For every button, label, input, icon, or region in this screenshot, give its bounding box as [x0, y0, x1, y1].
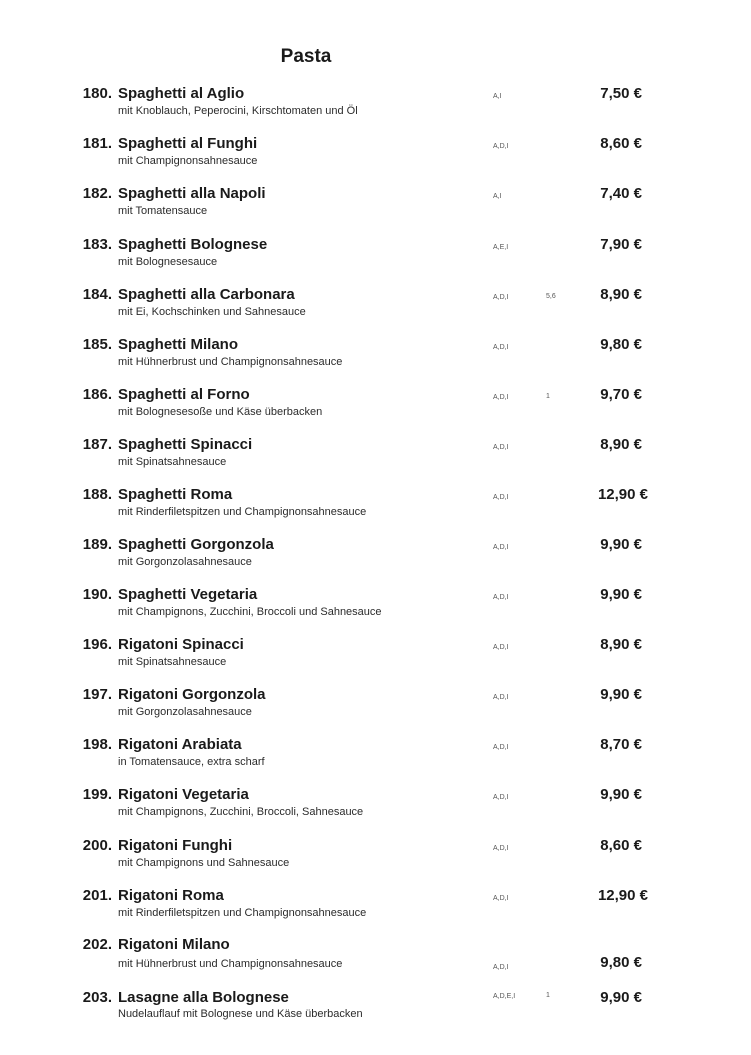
item-allergens: A,D,I [493, 644, 509, 651]
item-number: 181. [82, 135, 112, 152]
menu-item [0, 686, 751, 730]
item-description: mit Champignonsahnesauce [118, 155, 258, 167]
item-allergens: A,D,I [493, 594, 509, 601]
item-price: 7,90 € [600, 236, 642, 253]
page-title: Pasta [280, 46, 332, 67]
item-description: mit Tomatensauce [118, 205, 208, 217]
item-allergens: A,D,I [493, 143, 509, 150]
item-number: 188. [82, 486, 112, 503]
item-price: 9,80 € [600, 336, 642, 353]
item-price: 9,70 € [600, 386, 642, 403]
item-allergens: A,D,I [493, 845, 509, 852]
menu-item [0, 386, 751, 430]
item-additives: 1 [546, 992, 550, 999]
item-number: 180. [82, 85, 112, 102]
item-description: mit Spinatsahnesauce [118, 456, 227, 468]
item-price: 7,50 € [600, 85, 642, 102]
menu-item [0, 336, 751, 380]
item-number: 187. [82, 436, 112, 453]
item-price: 9,90 € [600, 536, 642, 553]
item-allergens: A,D,E,I [493, 993, 516, 1000]
menu-item [0, 85, 751, 129]
item-number: 185. [82, 336, 112, 353]
item-allergens: A,D,I [493, 794, 509, 801]
item-allergens: A,D,I [493, 294, 509, 301]
item-number: 201. [82, 887, 112, 904]
item-description: mit Hühnerbrust und Champignonsahnesauce [118, 356, 343, 368]
item-allergens: A,D,I [493, 444, 509, 451]
menu-item [0, 286, 751, 330]
item-description: mit Gorgonzolasahnesauce [118, 706, 252, 718]
item-number: 182. [82, 185, 112, 202]
item-name: Spaghetti Vegetaria [118, 586, 258, 603]
item-description: mit Gorgonzolasahnesauce [118, 556, 252, 568]
menu-item [0, 436, 751, 480]
item-description: mit Champignons, Zucchini, Broccoli und Sahnesauce [118, 606, 382, 618]
item-price: 8,90 € [600, 286, 642, 303]
item-name: Spaghetti al Funghi [118, 135, 258, 152]
item-description: mit Rinderfiletspitzen und Champignonsahnesauce [118, 907, 367, 919]
item-name: Spaghetti al Aglio [118, 85, 245, 102]
menu-item [0, 185, 751, 229]
item-allergens: A,I [493, 93, 502, 100]
menu-item [0, 135, 751, 179]
item-price: 9,90 € [600, 586, 642, 603]
menu-item [0, 786, 751, 830]
item-price: 8,60 € [600, 135, 642, 152]
item-number: 199. [82, 786, 112, 803]
item-name: Spaghetti Milano [118, 336, 238, 353]
item-name: Rigatoni Roma [118, 887, 224, 904]
item-price: 9,90 € [600, 989, 642, 1006]
item-number: 189. [82, 536, 112, 553]
item-number: 200. [82, 837, 112, 854]
item-allergens: A,D,I [493, 744, 509, 751]
item-name: Rigatoni Arabiata [118, 736, 242, 753]
item-name: Rigatoni Spinacci [118, 636, 244, 653]
item-description: mit Ei, Kochschinken und Sahnesauce [118, 306, 306, 318]
menu-item [0, 636, 751, 680]
item-description: mit Champignons und Sahnesauce [118, 857, 290, 869]
item-allergens: A,D,I [493, 344, 509, 351]
menu-item [0, 989, 751, 1033]
item-name: Spaghetti Spinacci [118, 436, 253, 453]
item-number: 196. [82, 636, 112, 653]
item-description: mit Hühnerbrust und Champignonsahnesauce [118, 958, 343, 970]
item-additives: 1 [546, 393, 550, 400]
item-number: 190. [82, 586, 112, 603]
item-additives: 5,6 [546, 293, 556, 300]
item-description: mit Bolognesesauce [118, 256, 218, 268]
item-name: Spaghetti Roma [118, 486, 233, 503]
item-number: 198. [82, 736, 112, 753]
item-price: 8,70 € [600, 736, 642, 753]
item-name: Rigatoni Funghi [118, 837, 233, 854]
item-name: Rigatoni Gorgonzola [118, 686, 266, 703]
menu-item [0, 936, 751, 978]
item-description: mit Rinderfiletspitzen und Champignonsahnesauce [118, 506, 367, 518]
item-allergens: A,D,I [493, 694, 509, 701]
menu-item [0, 486, 751, 530]
item-number: 183. [82, 236, 112, 253]
item-description: Nudelauflauf mit Bolognese und Käse überbacken [118, 1008, 363, 1020]
item-allergens: A,D,I [493, 895, 509, 902]
item-price: 12,90 € [597, 887, 648, 904]
item-name: Spaghetti alla Napoli [118, 185, 266, 202]
item-price: 8,60 € [600, 837, 642, 854]
item-name: Lasagne alla Bolognese [118, 989, 289, 1006]
item-allergens: A,D,I [493, 394, 509, 401]
item-description: mit Champignons, Zucchini, Broccoli, Sahnesauce [118, 806, 364, 818]
item-name: Spaghetti Gorgonzola [118, 536, 274, 553]
item-allergens: A,D,I [493, 964, 509, 971]
menu-item [0, 887, 751, 931]
item-number: 202. [82, 936, 112, 953]
menu-item [0, 586, 751, 630]
item-price: 9,90 € [600, 786, 642, 803]
item-name: Spaghetti al Forno [118, 386, 250, 403]
item-description: in Tomatensauce, extra scharf [118, 756, 265, 768]
item-number: 203. [82, 989, 112, 1006]
menu-item [0, 236, 751, 280]
item-name: Rigatoni Milano [118, 936, 230, 953]
item-allergens: A,E,I [493, 244, 509, 251]
item-price: 12,90 € [597, 486, 648, 503]
item-price: 9,80 € [600, 954, 642, 971]
item-price: 8,90 € [600, 636, 642, 653]
item-allergens: A,D,I [493, 494, 509, 501]
menu-item [0, 536, 751, 580]
item-number: 184. [82, 286, 112, 303]
item-price: 7,40 € [600, 185, 642, 202]
item-description: mit Spinatsahnesauce [118, 656, 227, 668]
item-name: Rigatoni Vegetaria [118, 786, 249, 803]
item-price: 8,90 € [600, 436, 642, 453]
item-name: Spaghetti alla Carbonara [118, 286, 295, 303]
item-name: Spaghetti Bolognese [118, 236, 268, 253]
item-allergens: A,D,I [493, 544, 509, 551]
item-description: mit Bolognesesoße und Käse überbacken [118, 406, 323, 418]
menu-item [0, 736, 751, 780]
menu-item [0, 837, 751, 881]
item-allergens: A,I [493, 193, 502, 200]
item-description: mit Knoblauch, Peperocini, Kirschtomaten und Öl [118, 105, 358, 117]
item-number: 197. [82, 686, 112, 703]
item-number: 186. [82, 386, 112, 403]
item-price: 9,90 € [600, 686, 642, 703]
